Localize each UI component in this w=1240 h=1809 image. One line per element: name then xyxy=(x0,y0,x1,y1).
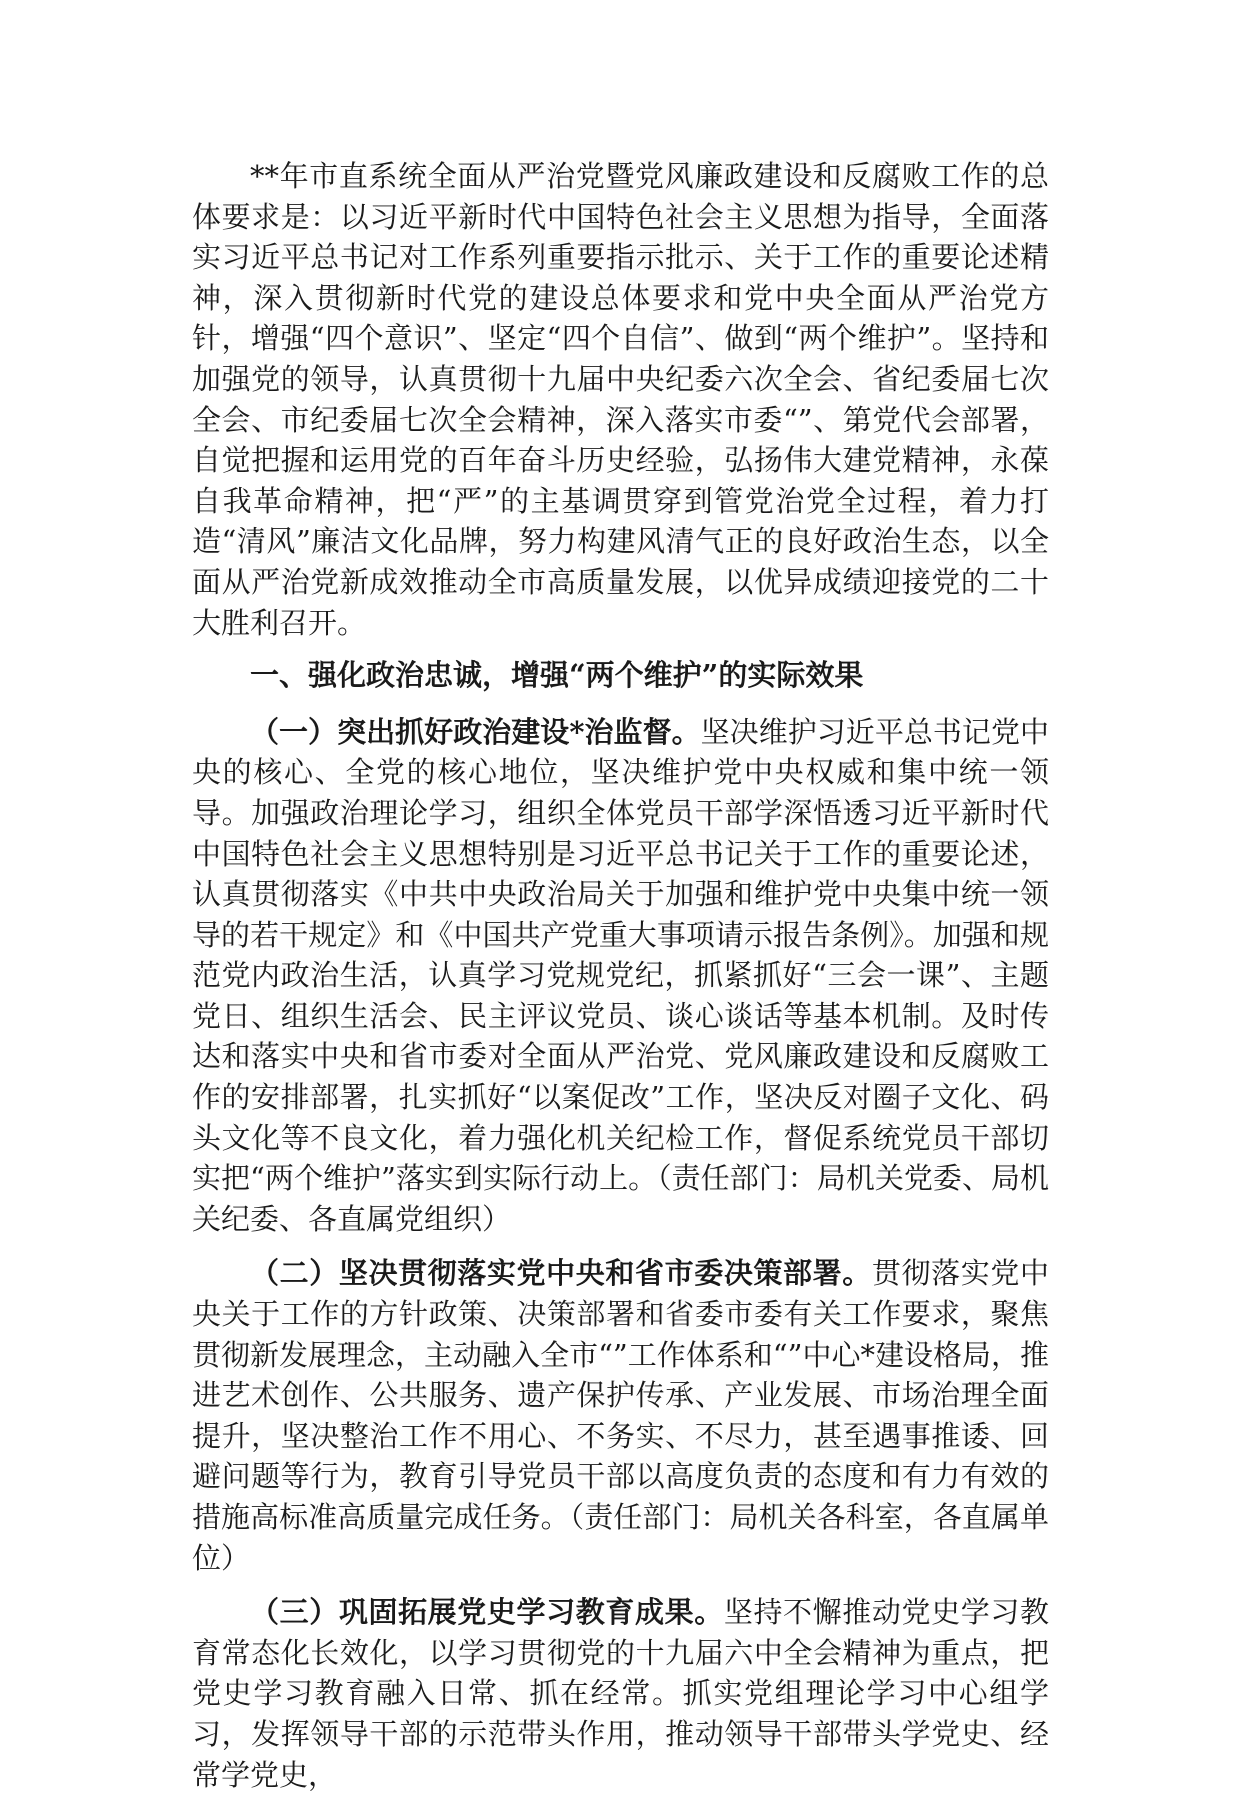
section-body-3: 坚持不懈推动党史学习教育常态化长效化，以学习贯彻党的十九届六中全会精神为重点，把党史学习教育融入日常、抓在经常。抓实党组理论学习中心组学习，发挥领导干部的示范带头作用，推动领导干部带头学党史、经常学党史， xyxy=(192,1595,1049,1792)
section-paragraph-2 xyxy=(192,1253,1049,1578)
section-heading-1: 一、强化政治忠诚，增强“两个维护”的实际效果 xyxy=(250,658,864,693)
section-lead-2: （二）坚决贯彻落实党中央和省市委决策部署。 xyxy=(250,1256,872,1291)
section-lead-3: （三）巩固拓展党史学习教育成果。 xyxy=(250,1595,724,1630)
intro-paragraph: **年市直系统全面从严治党暨党风廉政建设和反腐败工作的总体要求是：以习近平新时代中国特色社会主义思想为指导，全面落实习近平总书记对工作系列重要指示批示、关于工作的重要论述精神，深入贯彻新时代党的建设总体要求和党中央全面从严治党方针，增强“四个意识”、坚定“四个自信”、做到“两个维护”。坚持和加强党的领导，认真贯彻十九届中央纪委六次全会、省纪委届七次全会、市纪委届七次全会精神，深入落实市委“”、第党代会部署，自觉把握和运用党的百年奋斗历史经验，弘扬伟大建党精神，永葆自我革命精神，把“严”的主基调贯穿到管党治党全过程，着力打造“清风”廉洁文化品牌，努力构建风清气正的良好政治生态，以全面从严治党新成效推动全市高质量发展，以优异成绩迎接党的二十大胜利召开。 xyxy=(192,159,1049,640)
section-body-1: 坚决维护习近平总书记党中央的核心、全党的核心地位，坚决维护党中央权威和集中统一领导。加强政治理论学习，组织全体党员干部学深悟透习近平新时代中国特色社会主义思想特别是习近平总书记关于工作的重要论述，认真贯彻落实《中共中央政治局关于加强和维护党中央集中统一领导的若干规定》和《中国共产党重大事项请示报告条例》。加强和规范党内政治生活，认真学习党规党纪，抓紧抓好“三会一课”、主题党日、组织生活会、民主评议党员、谈心谈话等基本机制。及时传达和落实中央和省市委对全面从严治党、党风廉政建设和反腐败工作的安排部署，扎实抓好“以案促改”工作，坚决反对圈子文化、码头文化等不良文化，着力强化机关纪检工作，督促系统党员干部切实把“两个维护”落实到实际行动上。（责任部门：局机关党委、局机关纪委、各直属党组织） xyxy=(192,714,1049,1236)
section-body-2: 贯彻落实党中央关于工作的方针政策、决策部署和省委市委有关工作要求，聚焦贯彻新发展理念，主动融入全市“”工作体系和“”中心*建设格局，推进艺术创作、公共服务、遗产保护传承、产业发展、市场治理全面提升，坚决整治工作不用心、不务实、不尽力，甚至遇事推诿、回避问题等行为，教育引导党员干部以高度负责的态度和有力有效的措施高标准高质量完成任务。（责任部门：局机关各科室，各直属单位） xyxy=(192,1256,1049,1575)
section-paragraph-3 xyxy=(192,1592,1049,1795)
section-lead-1: （一）突出抓好政治建设*治监督。 xyxy=(250,714,701,749)
section-paragraph-1 xyxy=(192,712,1049,1240)
document-body xyxy=(192,156,1049,1809)
